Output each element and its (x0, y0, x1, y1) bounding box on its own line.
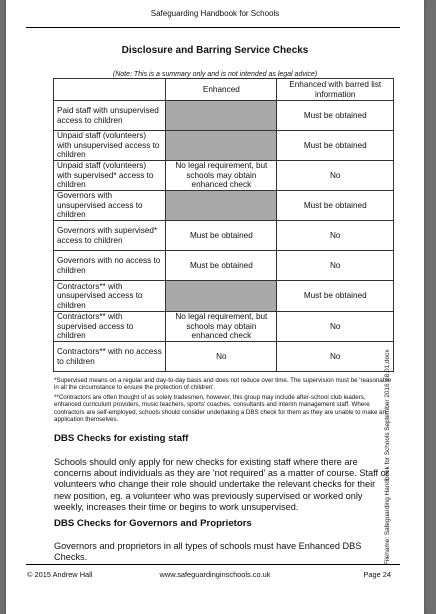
barred-list-cell: Must be obtained (277, 191, 394, 221)
enhanced-cell-not-applicable (166, 101, 277, 131)
enhanced-cell: No legal requirement, but schools may obtain enhanced check (166, 161, 277, 191)
column-header-barred-list: Enhanced with barred list information (277, 79, 394, 101)
enhanced-cell: No (166, 342, 277, 372)
barred-list-cell: Must be obtained (277, 101, 394, 131)
table-row (54, 342, 394, 372)
legal-note: (Note: This is a summary only and is not intended as legal advice) (112, 71, 318, 78)
enhanced-cell-not-applicable (166, 191, 277, 221)
role-cell: Contractors** with no access to children (54, 342, 166, 372)
table-row (54, 161, 394, 191)
barred-list-cell: Must be obtained (277, 131, 394, 161)
role-cell: Governors with unsupervised access to children (54, 191, 166, 221)
barred-list-cell: No (277, 161, 394, 191)
footer-copyright: © 2015 Andrew Hall (27, 570, 93, 579)
page-title: Disclosure and Barring Service Checks (121, 45, 309, 56)
role-cell: Governors with no access to children (54, 251, 166, 281)
footer-divider (26, 564, 400, 565)
footer-page-number: Page 24 (363, 570, 391, 579)
table-header-row (54, 79, 394, 101)
barred-list-cell: No (277, 221, 394, 251)
column-header-enhanced: Enhanced (166, 79, 277, 101)
enhanced-cell-not-applicable (166, 131, 277, 161)
document-page (6, 0, 424, 614)
column-header-role (54, 79, 166, 101)
role-cell: Paid staff with unsupervised access to children (54, 101, 166, 131)
header-divider (26, 27, 400, 28)
barred-list-cell: Must be obtained (277, 281, 394, 312)
dbs-checks-table (53, 78, 394, 372)
enhanced-cell: Must be obtained (166, 221, 277, 251)
role-cell: Governors with supervised* access to children (54, 221, 166, 251)
footer-website: www.safeguardinginschools.co.uk (159, 570, 271, 579)
role-cell: Unpaid staff (volunteers) with unsupervised access to children (54, 131, 166, 161)
table-row (54, 281, 394, 312)
heading-existing-staff: DBS Checks for existing staff (54, 433, 189, 444)
side-filename: Filename: Safeguarding Handbook for Schools September 2016 v.8.01.docx (384, 349, 391, 565)
table-row (54, 251, 394, 281)
enhanced-cell: No legal requirement, but schools may obtain enhanced check (166, 312, 277, 342)
table-body (54, 101, 394, 372)
footnote-contractors: **Contractors are often thought of as solely tradesmen, however, this group may include after-school club leaders, enhanced curriculum providers, music teachers, sports' coaches, consultants and interim management staff. Where contractors are self-employed, schools should consider undertaking a DBS check for them as they are unable to make an application themselves. (54, 394, 386, 424)
barred-list-cell: No (277, 342, 394, 372)
table-row (54, 312, 394, 342)
barred-list-cell: No (277, 251, 394, 281)
paragraph-governors: Governors and proprietors in all types of schools must have Enhanced DBS Checks. (54, 541, 362, 563)
role-cell: Contractors** with supervised access to children (54, 312, 166, 342)
table-row (54, 101, 394, 131)
paragraph-existing-staff: Schools should only apply for new checks for existing staff where there are concerns about individuals as they are 'not required' as a matter of course. Staff or volunteers who change their role should undertake the relevant checks for their new position, eg. a volunteer who was previously supervised or worked only weekly, increases their time or begins to work unsupervised. (54, 457, 389, 512)
enhanced-cell-not-applicable (166, 281, 277, 312)
table-row (54, 131, 394, 161)
heading-governors: DBS Checks for Governors and Proprietors (54, 518, 252, 529)
role-cell: Contractors** with unsupervised access to children (54, 281, 166, 312)
enhanced-cell: Must be obtained (166, 251, 277, 281)
barred-list-cell: No (277, 312, 394, 342)
running-header: Safeguarding Handbook for Schools (150, 9, 280, 18)
table-row (54, 221, 394, 251)
footnote-supervised: *Supervised means on a regular and day-to-day basis and does not reduce over time. The supervision must be 'reasonable in all the circumstance to ensure the protection of children'. (54, 377, 392, 392)
role-cell: Unpaid staff (volunteers) with supervised* access to children (54, 161, 166, 191)
table-row (54, 191, 394, 221)
